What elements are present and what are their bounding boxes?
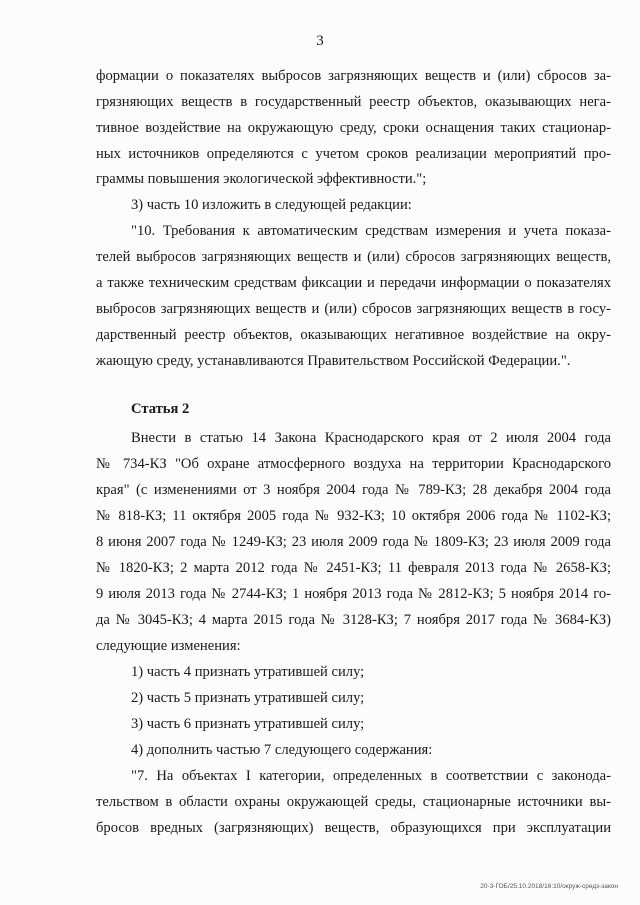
text-line: "10. Требования к автоматическим средствам измерения и учета показа-	[131, 223, 611, 239]
text-line: № 818-КЗ; 11 октября 2005 года № 932-КЗ; 10 октября 2006 года № 1102-КЗ;	[96, 508, 611, 524]
text-line: жающую среду, устанавливаются Правительством Российской Федерации.".	[96, 353, 571, 369]
text-line: тивное воздействие на окружающую среду, сроки оснащения таких стационар-	[96, 120, 611, 136]
text-line: тельством в области охраны окружающей среды, стационарные источники вы-	[96, 794, 611, 810]
text-line: дарственный реестр объектов, оказывающих негативное воздействие на окру-	[96, 327, 611, 343]
page-number: 3	[316, 33, 324, 49]
text-line: бросов вредных (загрязняющих) веществ, образующихся при эксплуатации	[96, 820, 611, 836]
text-line: грязняющих веществ в государственный реестр объектов, оказывающих негa-	[96, 94, 611, 110]
text-line: № 734-КЗ "Об охране атмосферного воздуха на территории Краснодарского	[96, 456, 611, 472]
document-footer: 20-3-ГОБ/25.10.2018/16:10/окруж-средз-закон	[480, 883, 618, 890]
text-line: 8 июня 2007 года № 1249-КЗ; 23 июля 2009 года № 1809-КЗ; 23 июля 2009 года	[96, 534, 611, 550]
text-line: формации о показателях выбросов загрязняющих веществ и (или) сбросов за-	[96, 68, 611, 84]
text-line: края" (с изменениями от 3 ноября 2004 года № 789-КЗ; 28 декабря 2004 года	[96, 482, 611, 498]
text-line: а также техническим средствам фиксации и передачи информации о показателях	[96, 275, 611, 291]
text-line: следующие изменения:	[96, 638, 241, 654]
list-item: 1) часть 4 признать утратившей силу;	[131, 664, 365, 680]
text-line: 9 июля 2013 года № 2744-КЗ; 1 ноября 2013 года № 2812-КЗ; 5 ноября 2014 го-	[96, 586, 611, 602]
text-line: граммы повышения экологической эффективности.";	[96, 171, 427, 187]
text-line: № 1820-КЗ; 2 марта 2012 года № 2451-КЗ; 11 февраля 2013 года № 2658-КЗ;	[96, 560, 611, 576]
text-line: да № 3045-КЗ; 4 марта 2015 года № 3128-КЗ; 7 ноября 2017 года № 3684-КЗ)	[96, 612, 611, 628]
text-line: Внести в статью 14 Закона Краснодарского края от 2 июля 2004 года	[131, 430, 611, 446]
text-line: выбросов загрязняющих веществ и (или) сбросов загрязняющих веществ в госу-	[96, 301, 611, 317]
text-line: "7. На объектах I категории, определенных в соответствии с законода-	[131, 768, 611, 784]
list-item: 3) часть 6 признать утратившей силу;	[131, 716, 365, 732]
text-line: телей выбросов загрязняющих веществ и (или) сбросов загрязняющих веществ,	[96, 249, 611, 265]
text-line: ных источников определяются с учетом сроков реализации мероприятий про-	[96, 146, 611, 162]
text-line: 3) часть 10 изложить в следующей редакции:	[131, 197, 412, 213]
list-item: 2) часть 5 признать утратившей силу;	[131, 690, 365, 706]
article-heading: Статья 2	[131, 401, 190, 417]
list-item: 4) дополнить частью 7 следующего содержания:	[131, 742, 433, 758]
